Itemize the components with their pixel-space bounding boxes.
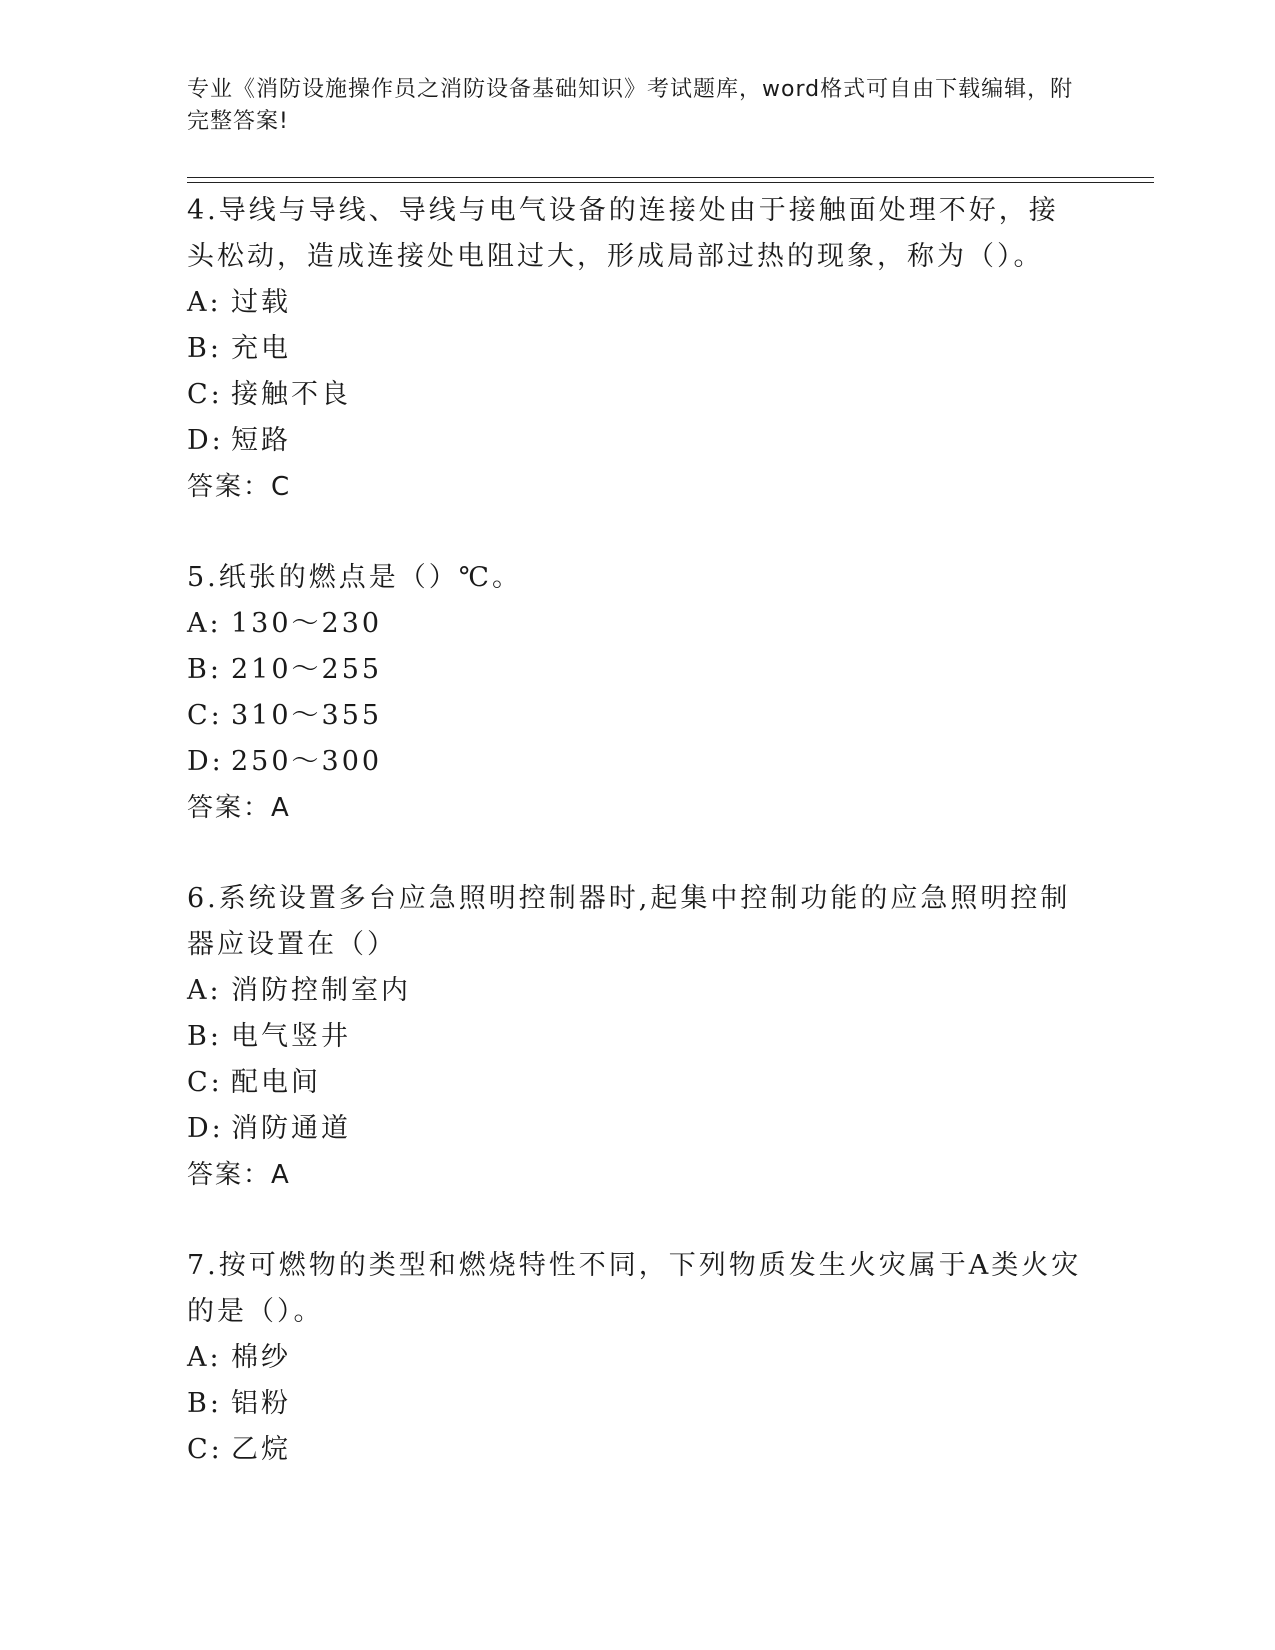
option-c [187, 1060, 1087, 1106]
option-key: C: [187, 700, 223, 731]
option-text: 310～355 [231, 700, 383, 731]
option-d [187, 1106, 1087, 1152]
option-d [187, 418, 1087, 464]
option-key: C: [187, 1434, 223, 1465]
question-stem: 4.导线与导线、导线与电气设备的连接处由于接触面处理不好，接头松动，造成连接处电阻过大，形成局部过热的现象，称为（）。 [187, 195, 1059, 272]
option-a [187, 280, 1087, 326]
option-c [187, 1427, 1087, 1473]
option-c [187, 693, 1087, 739]
question-6 [187, 876, 1087, 1198]
option-key: C: [187, 1067, 223, 1098]
answer-line: 答案：C [187, 472, 292, 502]
option-a [187, 968, 1087, 1014]
document-header: 专业《消防设施操作员之消防设备基础知识》考试题库，word格式可自由下载编辑，附完整答案! [187, 77, 1074, 134]
option-text: 消防控制室内 [231, 975, 411, 1006]
option-key: B: [187, 654, 222, 685]
option-text: 铝粉 [231, 1388, 291, 1419]
option-text: 乙烷 [231, 1434, 291, 1465]
question-stem: 7.按可燃物的类型和燃烧特性不同，下列物质发生火灾属于A类火灾的是（）。 [187, 1250, 1082, 1327]
question-4 [187, 188, 1087, 510]
option-text: 210～255 [231, 654, 383, 685]
option-key: B: [187, 333, 222, 364]
option-b [187, 326, 1087, 372]
option-key: A: [187, 287, 222, 318]
option-a [187, 601, 1087, 647]
question-7 [187, 1243, 1087, 1473]
option-text: 消防通道 [231, 1113, 351, 1144]
question-5 [187, 555, 1087, 831]
option-text: 配电间 [231, 1067, 321, 1098]
header-divider-top [187, 177, 1154, 178]
option-text: 过载 [231, 287, 291, 318]
option-key: B: [187, 1388, 222, 1419]
option-c [187, 372, 1087, 418]
answer-line: 答案：A [187, 793, 291, 823]
question-stem: 6.系统设置多台应急照明控制器时,起集中控制功能的应急照明控制器应设置在（） [187, 883, 1071, 960]
option-key: B: [187, 1021, 222, 1052]
option-key: D: [187, 746, 224, 777]
option-a [187, 1335, 1087, 1381]
option-key: A: [187, 608, 222, 639]
option-key: A: [187, 975, 222, 1006]
option-b [187, 1014, 1087, 1060]
question-list [187, 188, 1087, 1518]
option-text: 130～230 [231, 608, 383, 639]
option-text: 250～300 [231, 746, 383, 777]
option-d [187, 739, 1087, 785]
option-text: 棉纱 [231, 1342, 291, 1373]
header-divider-bottom [187, 182, 1154, 183]
option-text: 电气竖井 [231, 1021, 351, 1052]
option-key: D: [187, 1113, 224, 1144]
option-text: 充电 [231, 333, 291, 364]
option-b [187, 647, 1087, 693]
answer-line: 答案：A [187, 1160, 291, 1190]
option-b [187, 1381, 1087, 1427]
option-key: A: [187, 1342, 222, 1373]
option-text: 接触不良 [231, 379, 351, 410]
option-text: 短路 [231, 425, 291, 456]
option-key: D: [187, 425, 224, 456]
question-stem: 5.纸张的燃点是（）℃。 [187, 562, 522, 593]
option-key: C: [187, 379, 223, 410]
